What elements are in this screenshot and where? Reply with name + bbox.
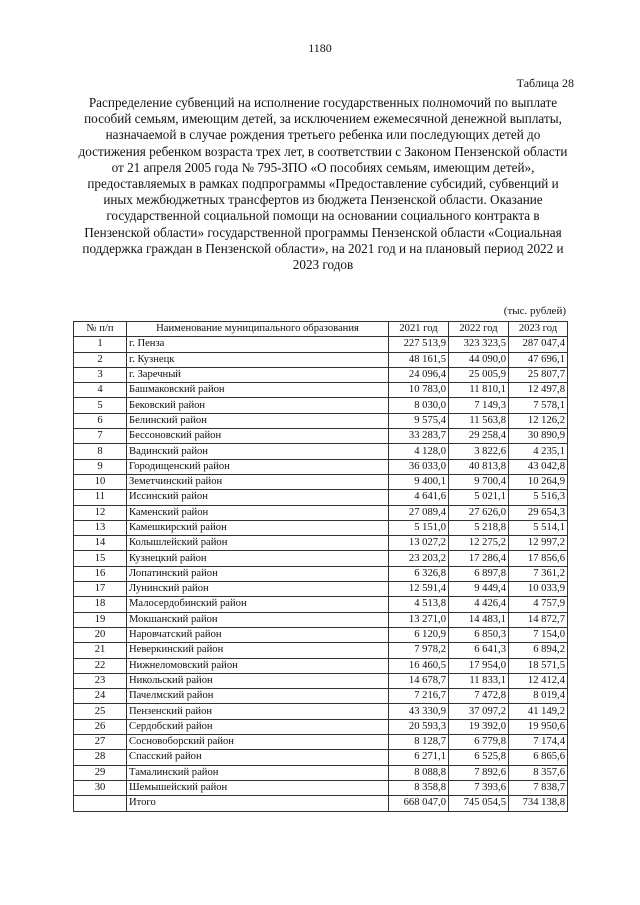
- value-2022: 27 626,0: [449, 505, 509, 520]
- row-number: 15: [74, 551, 127, 566]
- row-number: 18: [74, 597, 127, 612]
- municipality-name: Наровчатский район: [127, 627, 389, 642]
- row-number: 26: [74, 719, 127, 734]
- table-body: [74, 337, 568, 811]
- value-2022: 9 449,4: [449, 582, 509, 597]
- value-2022: 4 426,4: [449, 597, 509, 612]
- table-row: [74, 536, 568, 551]
- value-2023: 30 890,9: [509, 429, 568, 444]
- value-2023: 10 033,9: [509, 582, 568, 597]
- row-number: 28: [74, 750, 127, 765]
- page-number: 1180: [308, 41, 332, 55]
- municipality-name: Тамалинский район: [127, 765, 389, 780]
- value-2022: 6 897,8: [449, 566, 509, 581]
- table-row: [74, 658, 568, 673]
- value-2022: 6 525,8: [449, 750, 509, 765]
- value-2022: 5 218,8: [449, 520, 509, 535]
- value-2023: 12 126,2: [509, 413, 568, 428]
- value-2022: 5 021,1: [449, 490, 509, 505]
- value-2022: 6 850,3: [449, 627, 509, 642]
- table-row: [74, 612, 568, 627]
- table-row: [74, 505, 568, 520]
- header-number: № п/п: [74, 322, 127, 337]
- table-row: [74, 337, 568, 352]
- table-header-row: [74, 322, 568, 337]
- row-number: [74, 796, 127, 811]
- municipality-name: Шемышейский район: [127, 780, 389, 795]
- value-2023: 7 838,7: [509, 780, 568, 795]
- row-number: 29: [74, 765, 127, 780]
- value-2023: 7 174,4: [509, 735, 568, 750]
- row-number: 20: [74, 627, 127, 642]
- header-2023: 2023 год: [509, 322, 568, 337]
- municipality-name: Мокшанский район: [127, 612, 389, 627]
- value-2021: 33 283,7: [389, 429, 449, 444]
- value-2021: 8 088,8: [389, 765, 449, 780]
- value-2021: 4 641,6: [389, 490, 449, 505]
- row-number: 23: [74, 673, 127, 688]
- value-2023: 12 997,2: [509, 536, 568, 551]
- value-2023: 8 357,6: [509, 765, 568, 780]
- row-number: 5: [74, 398, 127, 413]
- header-2021: 2021 год: [389, 322, 449, 337]
- value-2022: 7 393,6: [449, 780, 509, 795]
- table-row: [74, 582, 568, 597]
- table-row: [74, 719, 568, 734]
- municipality-name: Неверкинский район: [127, 643, 389, 658]
- municipality-name: г. Кузнецк: [127, 352, 389, 367]
- value-2022: 3 822,6: [449, 444, 509, 459]
- value-2021: 43 330,9: [389, 704, 449, 719]
- value-2022: 19 392,0: [449, 719, 509, 734]
- value-2023: 10 264,9: [509, 474, 568, 489]
- table-row: [74, 459, 568, 474]
- value-2023: 7 578,1: [509, 398, 568, 413]
- table-row: [74, 566, 568, 581]
- row-number: 19: [74, 612, 127, 627]
- value-2021: 48 161,5: [389, 352, 449, 367]
- value-2023: 41 149,2: [509, 704, 568, 719]
- value-2021: 5 151,0: [389, 520, 449, 535]
- row-number: 21: [74, 643, 127, 658]
- value-2022: 25 005,9: [449, 367, 509, 382]
- value-2022: 17 286,4: [449, 551, 509, 566]
- table-row: [74, 780, 568, 795]
- units-note: (тыс. рублей): [503, 305, 566, 317]
- value-2021: 8 030,0: [389, 398, 449, 413]
- row-number: 17: [74, 582, 127, 597]
- municipality-name: г. Заречный: [127, 367, 389, 382]
- row-number: 16: [74, 566, 127, 581]
- row-number: 6: [74, 413, 127, 428]
- value-2021: 20 593,3: [389, 719, 449, 734]
- subvention-table: [73, 321, 568, 812]
- header-municipality: Наименование муниципального образования: [127, 322, 389, 337]
- municipality-name: Вадинский район: [127, 444, 389, 459]
- value-2023: 29 654,3: [509, 505, 568, 520]
- municipality-name: Кузнецкий район: [127, 551, 389, 566]
- value-2022: 11 810,1: [449, 383, 509, 398]
- value-2023: 6 894,2: [509, 643, 568, 658]
- table-row: [74, 597, 568, 612]
- header-2022: 2022 год: [449, 322, 509, 337]
- row-number: 22: [74, 658, 127, 673]
- value-2023: 4 235,1: [509, 444, 568, 459]
- municipality-name: Пензенский район: [127, 704, 389, 719]
- table-row: [74, 551, 568, 566]
- table-label: Таблица 28: [516, 76, 574, 90]
- table-row: [74, 367, 568, 382]
- value-2022: 37 097,2: [449, 704, 509, 719]
- table-row: [74, 689, 568, 704]
- value-2022: 29 258,4: [449, 429, 509, 444]
- municipality-name: Нижнеломовский район: [127, 658, 389, 673]
- value-2023: 12 412,4: [509, 673, 568, 688]
- row-number: 1: [74, 337, 127, 352]
- row-number: 14: [74, 536, 127, 551]
- value-2021: 14 678,7: [389, 673, 449, 688]
- value-2021: 4 513,8: [389, 597, 449, 612]
- value-2021: 4 128,0: [389, 444, 449, 459]
- municipality-name: Лопатинский район: [127, 566, 389, 581]
- table-row: [74, 627, 568, 642]
- value-2021: 227 513,9: [389, 337, 449, 352]
- municipality-name: Земетчинский район: [127, 474, 389, 489]
- municipality-name: Спасский район: [127, 750, 389, 765]
- row-number: 25: [74, 704, 127, 719]
- value-2021: 9 400,1: [389, 474, 449, 489]
- municipality-name: г. Пенза: [127, 337, 389, 352]
- table-row: [74, 398, 568, 413]
- value-2023: 17 856,6: [509, 551, 568, 566]
- value-2022: 745 054,5: [449, 796, 509, 811]
- value-2021: 668 047,0: [389, 796, 449, 811]
- table-row: [74, 413, 568, 428]
- value-2021: 16 460,5: [389, 658, 449, 673]
- value-2022: 6 641,3: [449, 643, 509, 658]
- value-2023: 4 757,9: [509, 597, 568, 612]
- value-2023: 47 696,1: [509, 352, 568, 367]
- municipality-name: Лунинский район: [127, 582, 389, 597]
- table-row: [74, 735, 568, 750]
- table-row: [74, 429, 568, 444]
- municipality-name: Сердобский район: [127, 719, 389, 734]
- total-row: [74, 796, 568, 811]
- value-2023: 5 514,1: [509, 520, 568, 535]
- value-2021: 8 128,7: [389, 735, 449, 750]
- municipality-name: Пачелмский район: [127, 689, 389, 704]
- municipality-name: Никольский район: [127, 673, 389, 688]
- municipality-name: Бековский район: [127, 398, 389, 413]
- row-number: 10: [74, 474, 127, 489]
- value-2022: 7 892,6: [449, 765, 509, 780]
- table-row: [74, 474, 568, 489]
- municipality-name: Бессоновский район: [127, 429, 389, 444]
- value-2022: 11 833,1: [449, 673, 509, 688]
- document-title: Распределение субвенций на исполнение государственных полномочий по выплате пособий семьям, имеющим детей, за исключением ежемесячной денежной выплаты, назначаемой в случае рождения третьего ребенка или последующих детей до достижения ребенком возраста трех лет, в соответствии с Законом Пензенской области от 21 апреля 2005 года № 795-ЗПО «О пособиях семьям, имеющим детей», предоставляемых в рамках подпрограммы «Предоставление субсидий, субвенций и иных межбюджетных трансфертов из бюджета Пензенской области. Оказание государственной социальной помощи на основании социального контракта в Пензенской области» государственной программы Пензенской области «Социальная поддержка граждан в Пензенской области», на 2021 год и на плановый период 2022 и 2023 годов: [78, 95, 568, 273]
- row-number: 8: [74, 444, 127, 459]
- row-number: 27: [74, 735, 127, 750]
- value-2021: 13 027,2: [389, 536, 449, 551]
- value-2023: 287 047,4: [509, 337, 568, 352]
- value-2022: 9 700,4: [449, 474, 509, 489]
- value-2023: 18 571,5: [509, 658, 568, 673]
- table-row: [74, 765, 568, 780]
- row-number: 9: [74, 459, 127, 474]
- table-row: [74, 352, 568, 367]
- row-number: 3: [74, 367, 127, 382]
- municipality-name: Малосердобинский район: [127, 597, 389, 612]
- municipality-name: Белинский район: [127, 413, 389, 428]
- municipality-name: Колышлейский район: [127, 536, 389, 551]
- table-row: [74, 520, 568, 535]
- row-number: 13: [74, 520, 127, 535]
- value-2021: 6 326,8: [389, 566, 449, 581]
- value-2023: 12 497,8: [509, 383, 568, 398]
- value-2021: 36 033,0: [389, 459, 449, 474]
- municipality-name: Иссинский район: [127, 490, 389, 505]
- table-row: [74, 444, 568, 459]
- value-2021: 12 591,4: [389, 582, 449, 597]
- value-2021: 6 271,1: [389, 750, 449, 765]
- municipality-name: Камешкирский район: [127, 520, 389, 535]
- value-2021: 7 978,2: [389, 643, 449, 658]
- municipality-name: Сосновоборский район: [127, 735, 389, 750]
- value-2023: 19 950,6: [509, 719, 568, 734]
- value-2022: 14 483,1: [449, 612, 509, 627]
- value-2023: 14 872,7: [509, 612, 568, 627]
- municipality-name: Городищенский район: [127, 459, 389, 474]
- value-2023: 7 154,0: [509, 627, 568, 642]
- value-2022: 40 813,8: [449, 459, 509, 474]
- value-2022: 7 149,3: [449, 398, 509, 413]
- value-2023: 25 807,7: [509, 367, 568, 382]
- value-2021: 6 120,9: [389, 627, 449, 642]
- value-2022: 17 954,0: [449, 658, 509, 673]
- table-row: [74, 490, 568, 505]
- value-2022: 11 563,8: [449, 413, 509, 428]
- value-2022: 323 323,5: [449, 337, 509, 352]
- table-row: [74, 750, 568, 765]
- value-2023: 7 361,2: [509, 566, 568, 581]
- value-2022: 7 472,8: [449, 689, 509, 704]
- municipality-name: Каменский район: [127, 505, 389, 520]
- table-row: [74, 704, 568, 719]
- row-number: 11: [74, 490, 127, 505]
- value-2021: 24 096,4: [389, 367, 449, 382]
- row-number: 24: [74, 689, 127, 704]
- row-number: 2: [74, 352, 127, 367]
- value-2021: 13 271,0: [389, 612, 449, 627]
- municipality-name: Башмаковский район: [127, 383, 389, 398]
- table-row: [74, 673, 568, 688]
- value-2021: 27 089,4: [389, 505, 449, 520]
- table-row: [74, 383, 568, 398]
- row-number: 12: [74, 505, 127, 520]
- row-number: 7: [74, 429, 127, 444]
- value-2021: 9 575,4: [389, 413, 449, 428]
- value-2021: 7 216,7: [389, 689, 449, 704]
- value-2023: 8 019,4: [509, 689, 568, 704]
- value-2023: 734 138,8: [509, 796, 568, 811]
- value-2023: 6 865,6: [509, 750, 568, 765]
- value-2022: 6 779,8: [449, 735, 509, 750]
- value-2023: 5 516,3: [509, 490, 568, 505]
- value-2021: 10 783,0: [389, 383, 449, 398]
- value-2022: 12 275,2: [449, 536, 509, 551]
- value-2021: 8 358,8: [389, 780, 449, 795]
- row-number: 4: [74, 383, 127, 398]
- value-2021: 23 203,2: [389, 551, 449, 566]
- value-2023: 43 042,8: [509, 459, 568, 474]
- municipality-name: Итого: [127, 796, 389, 811]
- row-number: 30: [74, 780, 127, 795]
- value-2022: 44 090,0: [449, 352, 509, 367]
- table-row: [74, 643, 568, 658]
